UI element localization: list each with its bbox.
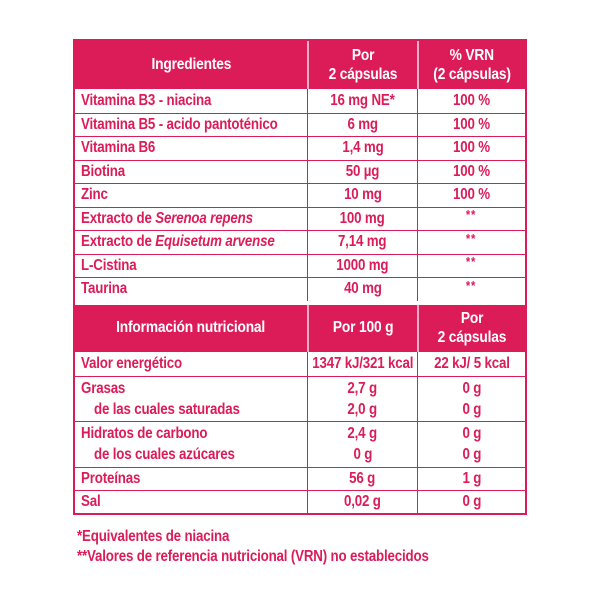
nutrient-label: Sal xyxy=(81,492,101,510)
table-row-zinc xyxy=(75,183,525,207)
ingredient-amount: 10 mg xyxy=(343,186,382,204)
ingredient-label-cell xyxy=(75,255,307,278)
ingredient-label: L-Cistina xyxy=(81,256,137,274)
ingredient-vrn: 100 % xyxy=(453,139,490,157)
nutrient-per100-cell xyxy=(307,491,417,513)
ingredient-vrn-cell xyxy=(417,89,525,113)
ingredient-label: Biotina xyxy=(81,162,125,180)
nutrient-per100-cell xyxy=(307,468,417,490)
por-100g-label: Por 100 g xyxy=(332,319,394,336)
nutrient-per2-sub: 0 g xyxy=(462,446,481,463)
nutrient-per100: 2,7 g xyxy=(347,379,378,397)
ingredient-label-cell xyxy=(75,114,307,137)
table-row-hidratos-de-carbono xyxy=(75,421,525,467)
ingredient-label: Vitamina B6 xyxy=(81,139,156,157)
nutrient-per100: 1347 kJ/321 kcal xyxy=(311,354,414,372)
nutrient-per2-cell xyxy=(417,422,525,467)
nutrient-per2: 0 g xyxy=(462,425,481,442)
header-cell-ingredients xyxy=(75,41,307,89)
header-cell-vrn xyxy=(417,41,525,89)
ingredients-header-row xyxy=(75,41,525,89)
ingredient-label: Zinc xyxy=(81,186,108,204)
table-row-taurina xyxy=(75,277,525,301)
nutrient-per2: 22 kJ/ 5 kcal xyxy=(433,354,510,372)
table-row-valor-energetico xyxy=(75,352,525,376)
header-cell-informacion-nutricional xyxy=(75,305,307,352)
table-row-vitamina-b3 xyxy=(75,89,525,113)
ingredient-amount-cell xyxy=(307,114,417,137)
ingredients-header-label: Ingredientes xyxy=(151,56,231,73)
table-row-grasas xyxy=(75,376,525,421)
nutrient-per2: 1 g xyxy=(462,469,481,487)
nutrient-per100: 56 g xyxy=(349,469,376,487)
ingredient-amount: 1,4 mg xyxy=(341,139,384,157)
ingredient-amount: 50 µg xyxy=(345,162,380,180)
ingredient-vrn: 100 % xyxy=(453,162,490,180)
table-row-vitamina-b6 xyxy=(75,136,525,160)
nutrient-label: Grasas xyxy=(81,379,126,397)
header-cell-por-2-capsulas xyxy=(417,305,525,352)
nutrition-header-row xyxy=(75,305,525,352)
ingredient-label-cell xyxy=(75,161,307,184)
ingredient-amount: 6 mg xyxy=(347,115,378,133)
ingredient-amount: 7,14 mg xyxy=(338,233,387,251)
ingredient-amount-cell xyxy=(307,255,417,278)
nutrient-per100-cell xyxy=(307,422,417,467)
table-row-serenoa-repens xyxy=(75,207,525,231)
ingredient-label: Vitamina B5 - acido pantoténico xyxy=(81,115,278,133)
ingredient-amount-cell xyxy=(307,137,417,160)
ingredient-vrn-cell xyxy=(417,114,525,137)
ingredient-vrn: 100 % xyxy=(453,186,490,204)
ingredient-label: Taurina xyxy=(81,280,127,298)
nutrient-per2: 0 g xyxy=(462,492,481,510)
table-row-equisetum-arvense xyxy=(75,230,525,254)
nutrient-per2-cell xyxy=(417,468,525,490)
nutrient-per2-sub: 0 g xyxy=(462,400,481,418)
ingredient-vrn-cell xyxy=(417,208,525,231)
nutrient-per100: 2,4 g xyxy=(347,425,378,442)
footnotes xyxy=(77,527,486,566)
nutrient-label: Proteínas xyxy=(81,469,141,487)
nutrient-sublabel: de los cuales azúcares xyxy=(94,446,235,463)
ingredient-label: Extracto de xyxy=(81,233,156,251)
ingredient-label-cell xyxy=(75,278,307,301)
nutrient-per2-cell xyxy=(417,491,525,513)
table-row-l-cistina xyxy=(75,254,525,278)
nutrient-label-cell xyxy=(75,352,307,376)
ingredient-amount-cell xyxy=(307,89,417,113)
nutrient-label: Valor energético xyxy=(81,354,182,372)
ingredient-label-cell xyxy=(75,89,307,113)
per-2-capsulas-line2: 2 cápsulas xyxy=(328,66,398,83)
ingredient-label-italic: Serenoa repens xyxy=(155,209,253,227)
header-cell-por-100g xyxy=(307,305,417,352)
ingredient-amount-cell xyxy=(307,208,417,231)
ingredient-vrn-asterisks: ** xyxy=(466,254,477,270)
por-2-capsulas-line2: 2 cápsulas xyxy=(437,329,507,346)
ingredient-amount: 40 mg xyxy=(343,280,382,298)
header-cell-per-2-capsulas xyxy=(307,41,417,89)
nutrient-per100-cell xyxy=(307,352,417,376)
nutrient-per100-cell xyxy=(307,377,417,421)
ingredient-vrn-cell xyxy=(417,161,525,184)
ingredient-label-cell xyxy=(75,184,307,207)
nutrient-label-cell xyxy=(75,377,307,421)
table-row-proteinas xyxy=(75,467,525,490)
ingredient-vrn: 100 % xyxy=(453,91,490,109)
ingredient-amount: 1000 mg xyxy=(336,256,389,274)
ingredient-vrn-cell xyxy=(417,231,525,254)
ingredient-label-cell xyxy=(75,137,307,160)
footnote-vrn-not-established: **Valores de referencia nutricional (VRN) no establecidos xyxy=(77,547,429,565)
ingredient-amount-cell xyxy=(307,161,417,184)
nutrient-label-cell xyxy=(75,491,307,513)
vrn-header-line1: % VRN xyxy=(449,47,495,64)
ingredient-vrn-asterisks: ** xyxy=(466,207,477,223)
ingredient-vrn-cell xyxy=(417,184,525,207)
ingredient-amount-cell xyxy=(307,184,417,207)
ingredient-vrn-cell xyxy=(417,255,525,278)
nutrient-per2: 0 g xyxy=(462,379,481,397)
por-2-capsulas-line1: Por xyxy=(460,310,484,327)
nutrient-sublabel: de las cuales saturadas xyxy=(94,400,240,418)
ingredient-vrn: 100 % xyxy=(453,115,490,133)
nutrient-per100: 0,02 g xyxy=(344,492,381,510)
per-2-capsulas-line1: Por xyxy=(351,47,375,64)
ingredient-label: Vitamina B3 - niacina xyxy=(81,91,212,109)
ingredient-vrn-cell xyxy=(417,137,525,160)
table-row-vitamina-b5 xyxy=(75,113,525,137)
nutrient-label-cell xyxy=(75,422,307,467)
nutrient-per2-cell xyxy=(417,352,525,376)
ingredient-vrn-cell xyxy=(417,278,525,301)
footnote-niacin-equivalents: *Equivalentes de niacina xyxy=(77,528,230,545)
nutrient-label-cell xyxy=(75,468,307,490)
nutrition-header-label: Información nutricional xyxy=(116,319,266,336)
ingredient-amount-cell xyxy=(307,231,417,254)
ingredient-label-cell xyxy=(75,231,307,254)
table-row-sal xyxy=(75,490,525,513)
ingredient-label-cell xyxy=(75,208,307,231)
vrn-header-line2: (2 cápsulas) xyxy=(433,66,511,83)
nutrient-label: Hidratos de carbono xyxy=(81,425,208,442)
ingredient-label-italic: Equisetum arvense xyxy=(155,233,275,251)
nutrient-per100-sub: 0 g xyxy=(353,446,372,463)
supplement-facts-table xyxy=(73,39,527,515)
nutrient-per2-cell xyxy=(417,377,525,421)
nutrient-per100-sub: 2,0 g xyxy=(347,400,378,418)
ingredient-vrn-asterisks: ** xyxy=(466,231,477,246)
ingredient-amount-cell xyxy=(307,278,417,301)
ingredient-amount: 100 mg xyxy=(340,209,385,227)
ingredient-amount: 16 mg NE* xyxy=(330,91,395,109)
ingredient-vrn-asterisks: ** xyxy=(466,278,477,293)
ingredient-label: Extracto de xyxy=(81,209,156,227)
table-row-biotina xyxy=(75,160,525,184)
